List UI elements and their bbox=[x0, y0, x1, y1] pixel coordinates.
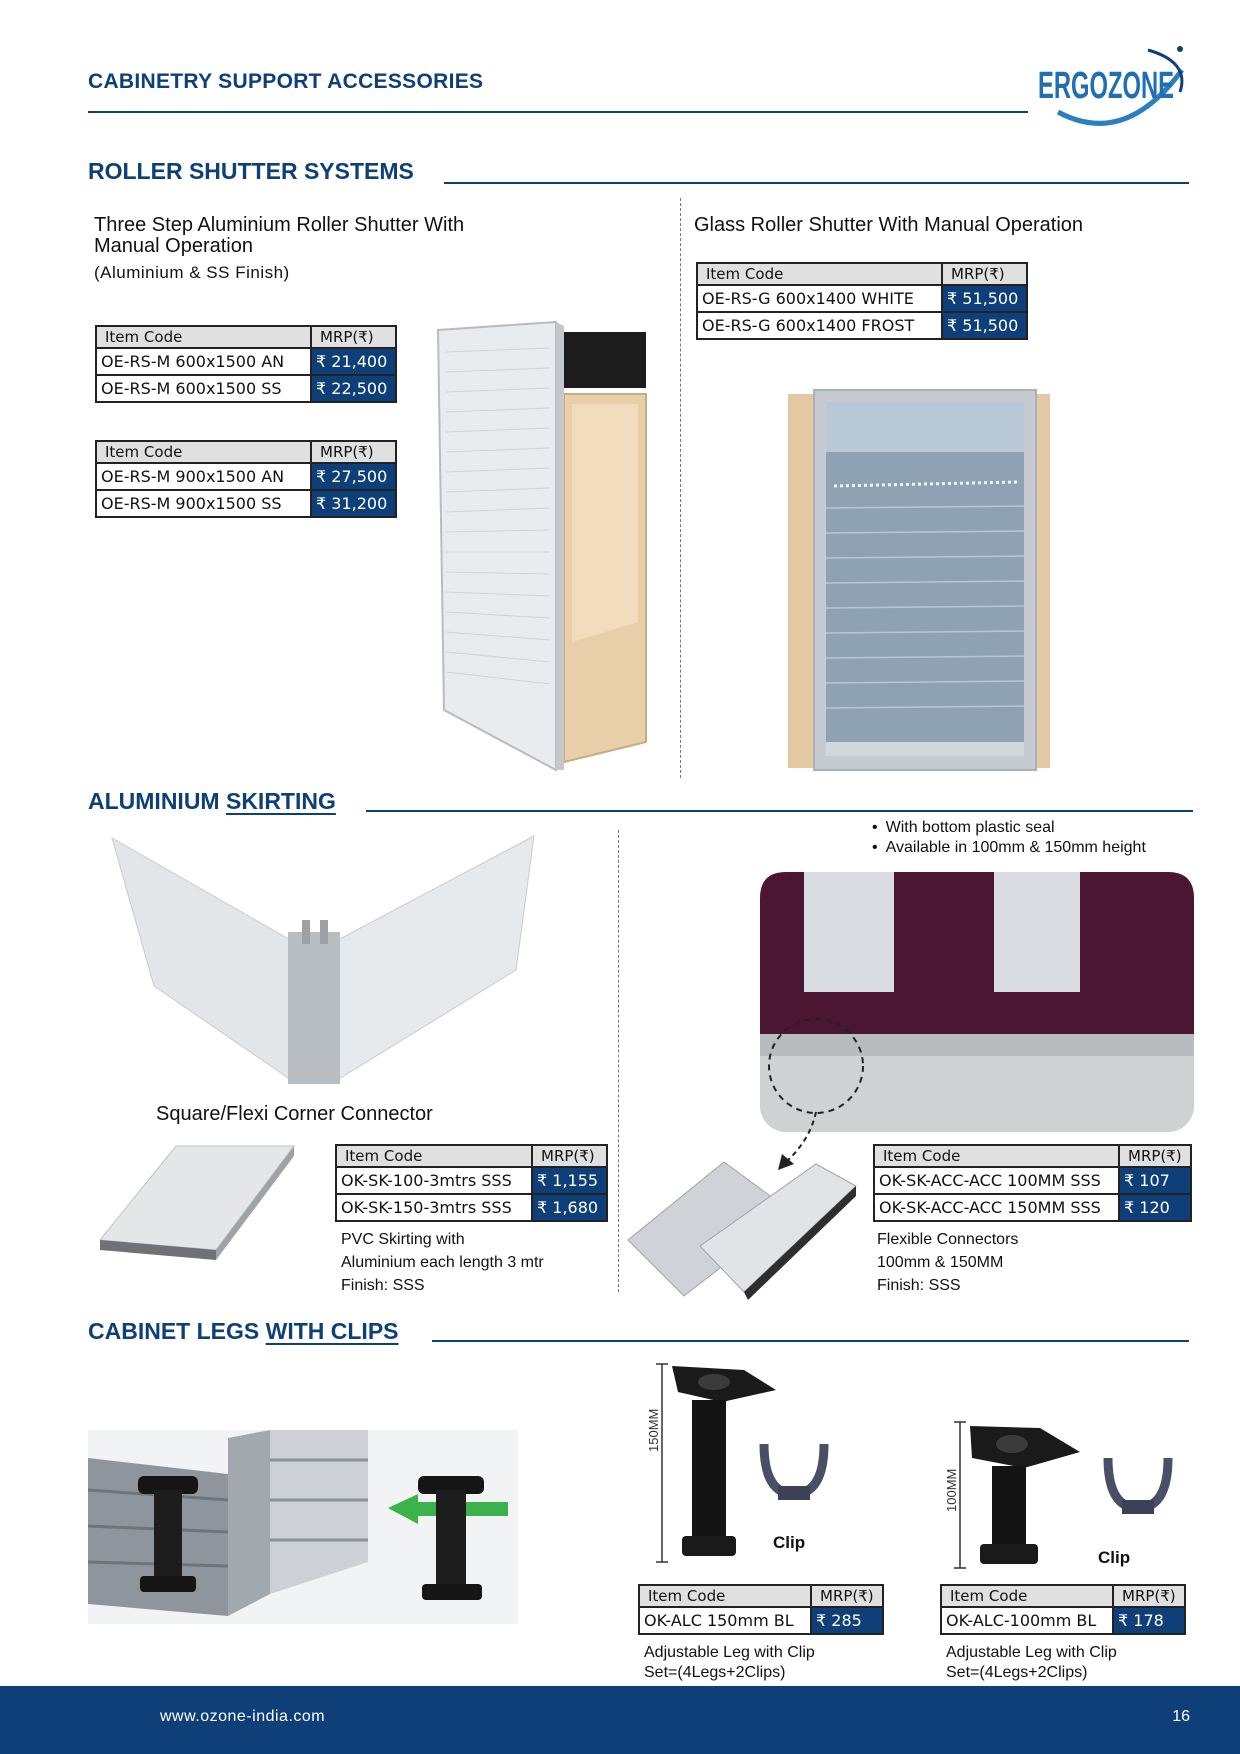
heading-text-underlined: SKIRTING bbox=[225, 788, 336, 814]
page-number: 16 bbox=[1172, 1708, 1190, 1725]
item-code: OE-RS-M 900x1500 AN bbox=[96, 463, 311, 490]
price: ₹ 1,680 bbox=[532, 1194, 607, 1221]
leg-100mm-description bbox=[946, 1643, 1117, 1683]
desc-line: Aluminium each length 3 mtr bbox=[341, 1254, 544, 1271]
table-row bbox=[96, 375, 396, 402]
alu-shutter-table-600 bbox=[95, 325, 397, 403]
item-code: OE-RS-G 600x1400 FROST bbox=[697, 312, 942, 339]
col-item-code: Item Code bbox=[941, 1585, 1113, 1607]
desc-line: Set=(4Legs+2Clips) bbox=[644, 1664, 786, 1681]
col-mrp: MRP(₹) bbox=[532, 1145, 607, 1167]
price: ₹ 178 bbox=[1113, 1607, 1185, 1634]
pvc-skirting-image bbox=[98, 1144, 298, 1264]
logo-text: ERGOZONE bbox=[1038, 65, 1174, 107]
item-code: OK-SK-100-3mtrs SSS bbox=[336, 1167, 532, 1194]
table-row bbox=[697, 285, 1027, 312]
price: ₹ 21,400 bbox=[311, 348, 396, 375]
clip-100mm-image bbox=[1102, 1448, 1174, 1520]
alu-shutter-title-line1: Three Step Aluminium Roller Shutter With bbox=[94, 214, 465, 236]
dimension-100mm: 100MM bbox=[944, 1468, 959, 1512]
col-item-code: Item Code bbox=[96, 441, 311, 463]
item-code: OK-SK-ACC-ACC 100MM SSS bbox=[874, 1167, 1119, 1194]
table-row bbox=[336, 1167, 607, 1194]
roller-column-divider bbox=[680, 198, 681, 778]
heading-text: ALUMINIUM bbox=[88, 788, 226, 814]
desc-line: Flexible Connectors bbox=[877, 1231, 1019, 1248]
price: ₹ 1,155 bbox=[532, 1167, 607, 1194]
col-mrp: MRP(₹) bbox=[1113, 1585, 1185, 1607]
bullet-item: • Available in 100mm & 150mm height bbox=[872, 838, 1146, 858]
pvc-skirting-description bbox=[341, 1228, 544, 1297]
table-row bbox=[96, 463, 396, 490]
col-mrp: MRP(₹) bbox=[1119, 1145, 1191, 1167]
item-code: OK-SK-ACC-ACC 150MM SSS bbox=[874, 1194, 1119, 1221]
item-code: OE-RS-M 600x1500 SS bbox=[96, 375, 311, 402]
clip-150mm-image bbox=[758, 1434, 830, 1506]
cabinet-leg-100mm-image bbox=[950, 1418, 1090, 1574]
corner-connector-label: Square/Flexi Corner Connector bbox=[156, 1103, 433, 1125]
price: ₹ 51,500 bbox=[942, 312, 1027, 339]
roller-heading-rule bbox=[444, 182, 1189, 184]
leg-100mm-table bbox=[940, 1584, 1186, 1635]
price: ₹ 22,500 bbox=[311, 375, 396, 402]
flexible-connector-description bbox=[877, 1228, 1018, 1297]
col-mrp: MRP(₹) bbox=[311, 441, 396, 463]
glass-shutter-table bbox=[696, 262, 1028, 340]
item-code: OK-SK-150-3mtrs SSS bbox=[336, 1194, 532, 1221]
skirting-column-divider bbox=[618, 830, 619, 1292]
skirting-bullets bbox=[872, 818, 1146, 858]
table-row bbox=[96, 490, 396, 517]
legs-heading-rule bbox=[432, 1340, 1189, 1342]
bullet-item: • With bottom plastic seal bbox=[872, 818, 1146, 838]
pvc-skirting-table bbox=[335, 1144, 608, 1222]
price: ₹ 51,500 bbox=[942, 285, 1027, 312]
price: ₹ 31,200 bbox=[311, 490, 396, 517]
table-row bbox=[96, 348, 396, 375]
col-mrp: MRP(₹) bbox=[311, 326, 396, 348]
col-item-code: Item Code bbox=[639, 1585, 811, 1607]
price: ₹ 120 bbox=[1119, 1194, 1191, 1221]
clip-label-150mm: Clip bbox=[773, 1533, 806, 1552]
col-mrp: MRP(₹) bbox=[942, 263, 1027, 285]
col-item-code: Item Code bbox=[336, 1145, 532, 1167]
table-row bbox=[941, 1607, 1185, 1634]
col-item-code: Item Code bbox=[874, 1145, 1119, 1167]
dimension-150mm: 150MM bbox=[646, 1408, 661, 1452]
cabinet-legs-heading bbox=[88, 1318, 399, 1345]
alu-shutter-table-900 bbox=[95, 440, 397, 518]
page-header-title: CABINETRY SUPPORT ACCESSORIES bbox=[88, 70, 484, 93]
legs-with-skirting-photo bbox=[88, 1430, 518, 1624]
ergozone-logo bbox=[1030, 40, 1200, 130]
heading-text-underlined: WITH CLIPS bbox=[265, 1318, 399, 1344]
price: ₹ 107 bbox=[1119, 1167, 1191, 1194]
col-mrp: MRP(₹) bbox=[811, 1585, 883, 1607]
leg-150mm-table bbox=[638, 1584, 884, 1635]
corner-connector-image bbox=[108, 832, 538, 1084]
item-code: OK-ALC 150mm BL bbox=[639, 1607, 811, 1634]
desc-line: Finish: SSS bbox=[877, 1277, 961, 1294]
item-code: OE-RS-G 600x1400 WHITE bbox=[697, 285, 942, 312]
table-row bbox=[874, 1167, 1191, 1194]
item-code: OE-RS-M 900x1500 SS bbox=[96, 490, 311, 517]
glass-shutter-title: Glass Roller Shutter With Manual Operation bbox=[694, 214, 1084, 236]
price: ₹ 285 bbox=[811, 1607, 883, 1634]
table-row bbox=[639, 1607, 883, 1634]
desc-line: Set=(4Legs+2Clips) bbox=[946, 1664, 1088, 1681]
col-item-code: Item Code bbox=[697, 263, 942, 285]
desc-line: Adjustable Leg with Clip bbox=[946, 1644, 1117, 1661]
desc-line: Adjustable Leg with Clip bbox=[644, 1644, 815, 1661]
col-item-code: Item Code bbox=[96, 326, 311, 348]
alu-shutter-subtitle: (Aluminium & SS Finish) bbox=[94, 263, 290, 282]
clip-label-100mm: Clip bbox=[1098, 1548, 1131, 1567]
flexible-connector-image bbox=[624, 1156, 860, 1300]
heading-text: CABINET LEGS bbox=[88, 1318, 266, 1344]
table-row bbox=[336, 1194, 607, 1221]
desc-line: Finish: SSS bbox=[341, 1277, 425, 1294]
desc-line: PVC Skirting with bbox=[341, 1231, 465, 1248]
item-code: OK-ALC-100mm BL bbox=[941, 1607, 1113, 1634]
aluminium-roller-shutter-image bbox=[432, 322, 654, 770]
footer-url[interactable]: www.ozone-india.com bbox=[160, 1708, 326, 1725]
page-footer bbox=[0, 1686, 1240, 1754]
item-code: OE-RS-M 600x1500 AN bbox=[96, 348, 311, 375]
glass-roller-shutter-image bbox=[786, 388, 1052, 774]
skirting-heading-rule bbox=[366, 810, 1193, 812]
table-row bbox=[697, 312, 1027, 339]
alu-shutter-title-line2: Manual Operation bbox=[94, 235, 253, 257]
aluminium-skirting-heading bbox=[88, 788, 336, 815]
header-rule bbox=[88, 111, 1028, 113]
price: ₹ 27,500 bbox=[311, 463, 396, 490]
roller-shutter-heading: ROLLER SHUTTER SYSTEMS bbox=[88, 158, 414, 184]
kitchen-skirting-photo bbox=[760, 872, 1194, 1132]
table-row bbox=[874, 1194, 1191, 1221]
flexible-connector-table bbox=[873, 1144, 1192, 1222]
desc-line: 100mm & 150MM bbox=[877, 1254, 1004, 1271]
leg-150mm-description bbox=[644, 1643, 815, 1683]
